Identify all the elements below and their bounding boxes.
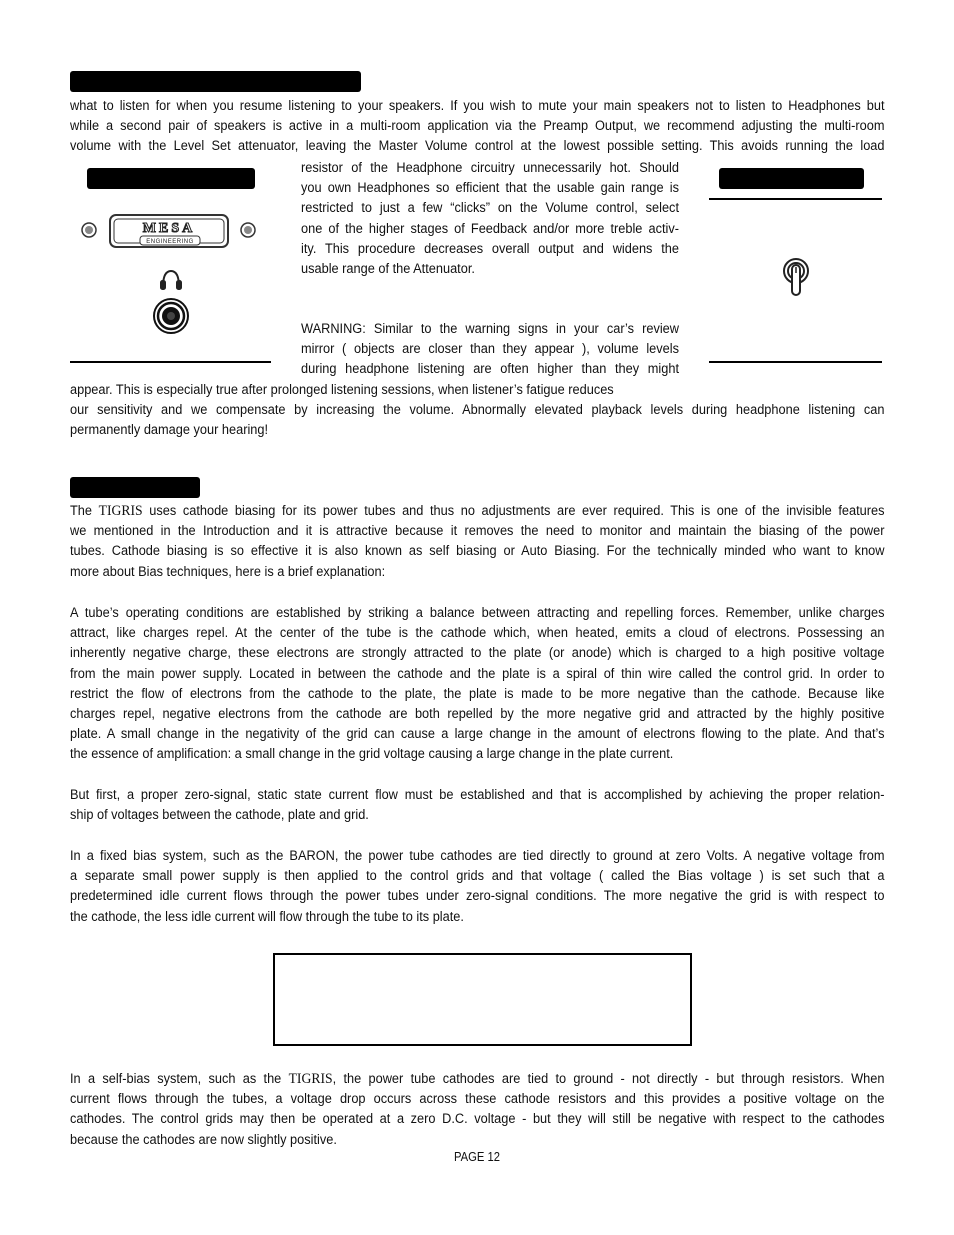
mesa-logo (110, 215, 228, 247)
text-line: charges repel, negative electrons from the cathode are both repelled by the more negative grid and attracted by the highly positive (70, 706, 885, 723)
text-line: WARNING: Similar to the warning signs in your car’s review (301, 321, 679, 337)
text-line: A tube’s operating conditions are established by striking a balance between attracting and repelling forces. Remember, unlike charges (70, 605, 885, 621)
mesa-panel-figure (70, 195, 270, 365)
warning-paragraph (301, 319, 679, 380)
bias-paragraph-3 (70, 785, 885, 825)
figure-caption-bar-right (719, 168, 864, 189)
text-line: plate. A small change in the negativity of the grid can cause a large change in the amount of electrons flowing to the plate. And that’s (70, 726, 885, 743)
screw-icon-right (241, 223, 255, 237)
page-number: PAGE 12 (453, 1150, 501, 1164)
text-line: our sensitivity and we compensate by increasing the volume. Abnormally elevated playback levels during headphone listening can (70, 402, 885, 419)
text-line: current flows through the tubes, a voltage drop occurs across these cathode resistors and this provides a positive voltage on the (70, 1091, 885, 1108)
bias-paragraph-2 (70, 603, 885, 765)
text-line: cathodes. The control grids may then be operated at a zero D.C. voltage - but they will still be negative with respect to the cathodes (70, 1111, 885, 1128)
section-header-bar-headphones (70, 71, 361, 92)
text-line: you own Headphones so efficient that the usable gain range is (301, 180, 679, 197)
headphone-symbol-icon (161, 271, 181, 289)
text-line (70, 1069, 885, 1089)
text-line: usable range of the Attenuator. (301, 261, 475, 278)
bias-paragraph-1 (70, 501, 885, 582)
toggle-switch-icon (780, 255, 812, 300)
brand-name: TIGRIS (98, 502, 143, 519)
figure-box (273, 953, 692, 1046)
text-line: ity. This procedure decreases overall output and widens the (301, 240, 679, 257)
text-line: restricted to just a few “clicks” on the Volume control, select (301, 200, 679, 217)
text-line: a separate small power supply is then applied to the control grids and that voltage ( called the Bias voltage ) is set such that a (70, 868, 885, 885)
figure-caption-bar-left (87, 168, 255, 189)
headphones-intro-paragraph (70, 96, 885, 157)
text-rest: uses cathode biasing for its power tubes and thus no adjustments are ever required. This is one of the invisible features (142, 503, 885, 519)
text-line: resistor of the Headphone circuitry unnecessarily hot. Should (301, 160, 679, 176)
logo-sub-text: ENGINEERING (146, 239, 194, 245)
text-line: inherently negative charge, these electrons are strongly attracted to the plate (or anode) which is charged to a high positive voltage (70, 645, 885, 662)
warning-continuation-paragraph (70, 380, 885, 441)
text-line: appear. This is especially true after prolonged listening sessions, when listener’s fatigue reduces (70, 382, 614, 398)
text-line: what to listen for when you resume listening to your speakers. If you wish to mute your main speakers not to listen to Headphones but (70, 98, 885, 114)
text-line: we mentioned in the Introduction and it is attractive because it removes the need to monitor and maintain the biasing of the power (70, 523, 885, 540)
text-line: the essence of amplification: a small change in the grid voltage causing a large change in the plate current. (70, 746, 674, 763)
text-line: more about Bias techniques, here is a brief explanation: (70, 563, 386, 580)
text-line: because the cathodes are now slightly positive. (70, 1131, 337, 1148)
figure-divider-right-top (709, 198, 882, 200)
text-line: volume with the Level Set attenuator, leaving the Master Volume control at the lowest possible setting. This avoids running the load (70, 138, 885, 155)
text-line: In a fixed bias system, such as the BARON, the power tube cathodes are tied directly to ground at zero Volts. A negative voltage from (70, 848, 885, 864)
text-line: one of the higher stages of Feedback and/or more treble activ- (301, 220, 679, 237)
text-line (70, 501, 885, 521)
text-line: while a second pair of speakers is active in a multi-room application via the Preamp Output, we recommend adjusting the multi-room (70, 118, 885, 135)
figure-divider-left (70, 361, 271, 363)
figure-divider-right-bottom (709, 361, 882, 363)
bias-paragraph-5 (70, 1069, 885, 1150)
text-lead: The (70, 503, 99, 519)
bias-paragraph-4 (70, 846, 885, 927)
screw-icon-left (82, 223, 96, 237)
text-line: But first, a proper zero-signal, static state current flow must be established and that is accomplished by achieving the proper relation- (70, 787, 885, 803)
text-line: predetermined idle current flows through the power tubes under zero-signal conditions. The more negative the grid is with respect to (70, 888, 885, 905)
text-lead: In a self-bias system, such as the (70, 1071, 289, 1087)
text-line: tubes. Cathode biasing is so effective it is also known as self biasing or Auto Biasing. For the technically minded who want to know (70, 543, 885, 560)
text-line: ship of voltages between the cathode, plate and grid. (70, 807, 369, 824)
text-line: restrict the flow of electrons from the cathode to the plate, the plate is made to be more negative than the cathode. Because like (70, 685, 885, 702)
headphones-middle-paragraph (301, 158, 679, 279)
section-header-bar-bias (70, 477, 200, 498)
text-line: during headphone listening are often higher than they might (301, 361, 679, 378)
logo-main-text: MESA (142, 221, 196, 236)
text-line: permanently damage your hearing! (70, 422, 269, 439)
text-line: the cathode, the less idle current will flow through the tube to its plate. (70, 908, 464, 925)
headphone-jack-icon (154, 299, 188, 333)
text-line: from the main power supply. Located in between the cathode and the plate is a spiral of thin wire called the control grid. In order to (70, 665, 885, 682)
text-rest: , the power tube cathodes are tied to ground - not directly - but through resistors. When (332, 1071, 885, 1087)
text-line: attract, like charges repel. At the center of the tube is the cathode which, when heated, emits a cloud of electrons. Possessing an (70, 625, 885, 642)
text-line: mirror ( objects are closer than they appear ), volume levels (301, 341, 679, 358)
brand-name: TIGRIS (288, 1070, 333, 1087)
